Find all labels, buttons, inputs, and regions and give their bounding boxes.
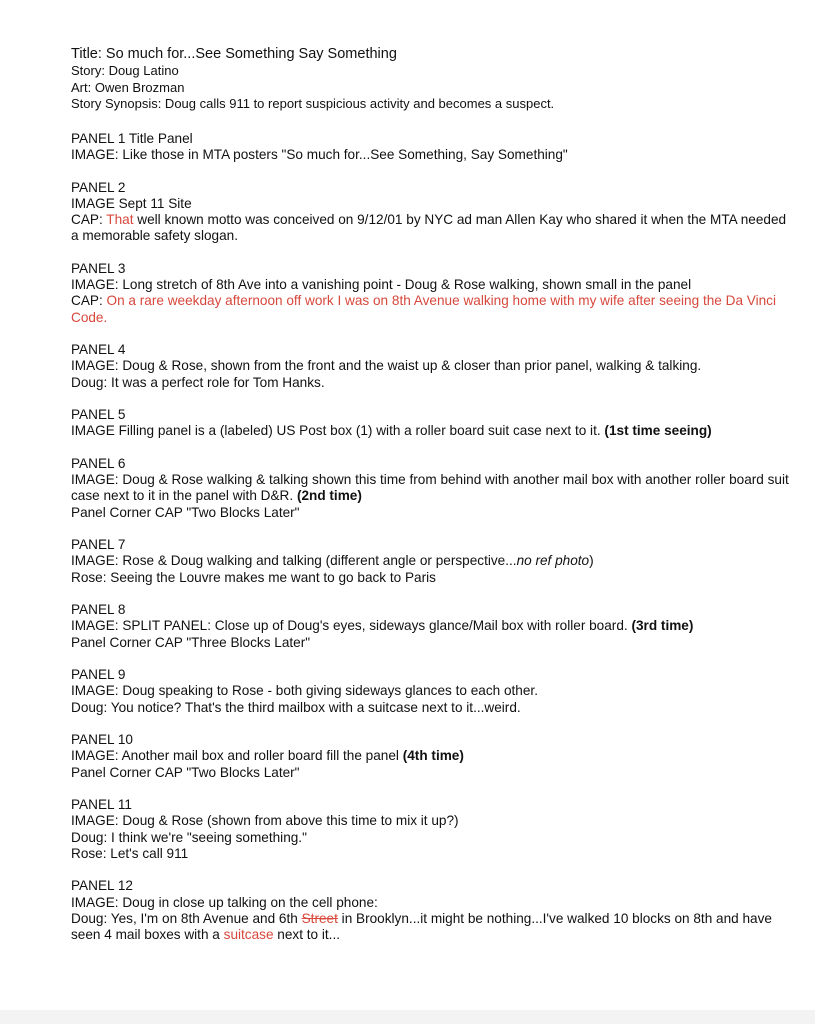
- panel-2: [71, 180, 791, 245]
- panel-dialog: Doug: It was a perfect role for Tom Hanks.: [71, 374, 325, 390]
- panel-11: [71, 797, 791, 862]
- sighting-note: (1st time seeing): [604, 423, 712, 439]
- panel-heading: PANEL 6: [71, 456, 126, 471]
- panel-dialog: Rose: Let's call 911: [71, 845, 189, 861]
- dialog-text: in Brooklyn...it might be nothing...I've walked 10 blocks on 8th and have seen 4 mail boxes with a: [71, 910, 772, 943]
- edited-caption-text: On a rare weekday afternoon off work I was on 8th Avenue walking home with my wife after seeing the Da Vinci Code.: [71, 293, 776, 325]
- corner-caption: Panel Corner CAP "Two Blocks Later": [71, 504, 300, 520]
- image-text: IMAGE Filling panel is a (labeled) US Post box (1) with a roller board suit case next to it.: [71, 423, 605, 439]
- panel-heading: PANEL 12: [71, 878, 133, 894]
- panel-image-desc: [71, 472, 791, 504]
- panel-10: [71, 732, 791, 781]
- panel-heading: PANEL 3: [71, 261, 126, 276]
- caption-label: CAP:: [71, 293, 107, 309]
- art-credit: Art: Owen Brozman: [71, 79, 185, 95]
- script-title: Title: So much for...See Something Say Something: [71, 46, 397, 62]
- panel-4: [71, 342, 791, 391]
- panel-heading: PANEL 9: [71, 667, 126, 683]
- story-synopsis: Story Synopsis: Doug calls 911 to report suspicious activity and becomes a suspect.: [71, 96, 555, 111]
- panel-8: [71, 602, 791, 651]
- corner-caption: Panel Corner CAP "Two Blocks Later": [71, 764, 300, 780]
- caption-text: well known motto was conceived on 9/12/01 by NYC ad man Allen Kay who shared it when the MTA needed a memorable safety slogan.: [71, 212, 787, 244]
- panel-image-desc: IMAGE Sept 11 Site: [71, 196, 192, 211]
- panel-dialog: Rose: Seeing the Louvre makes me want to go back to Paris: [71, 569, 436, 585]
- panel-image-desc: IMAGE: Doug in close up talking on the cell phone:: [71, 894, 378, 910]
- panel-image-desc: [71, 553, 791, 569]
- image-text-end: ): [589, 553, 594, 569]
- panel-image-desc: [71, 618, 791, 634]
- panel-dialog: Doug: You notice? That's the third mailbox with a suitcase next to it...weird.: [71, 699, 521, 715]
- story-credit: Story: Doug Latino: [71, 63, 179, 78]
- panel-heading: PANEL 7: [71, 537, 126, 553]
- panel-image-desc: IMAGE: Like those in MTA posters "So much for...See Something, Say Something": [71, 147, 568, 163]
- italic-note: no ref photo: [516, 553, 590, 569]
- sighting-note: (4th time): [402, 748, 464, 764]
- panel-heading: PANEL 10: [71, 732, 133, 748]
- page-bottom-edge: [0, 1010, 815, 1024]
- panel-list: [71, 131, 791, 960]
- edited-word: That: [106, 212, 134, 228]
- sighting-note: (2nd time): [296, 488, 362, 504]
- panel-image-desc: IMAGE: Long stretch of 8th Ave into a vanishing point - Doug & Rose walking, shown small in the panel: [71, 277, 692, 293]
- corner-caption: Panel Corner CAP "Three Blocks Later": [71, 634, 311, 650]
- panel-heading: PANEL 11: [71, 797, 132, 813]
- panel-heading: PANEL 2: [71, 179, 126, 195]
- panel-heading: PANEL 5: [71, 407, 126, 423]
- dialog-text: Doug: Yes, I'm on 8th Avenue and 6th: [71, 910, 302, 926]
- panel-image-desc: IMAGE: Doug speaking to Rose - both giving sideways glances to each other.: [71, 683, 538, 699]
- caption-label: CAP:: [71, 212, 107, 228]
- sighting-note: (3rd time): [631, 618, 694, 634]
- panel-caption: [71, 293, 791, 325]
- panel-5: [71, 407, 791, 439]
- panel-dialog: [71, 911, 791, 943]
- panel-image-desc: [71, 423, 791, 439]
- panel-image-desc: IMAGE: Doug & Rose, shown from the front and the waist up & closer than prior panel, walking & talking.: [71, 358, 702, 374]
- panel-12: [71, 878, 791, 943]
- struck-word: Street: [301, 910, 338, 926]
- edited-word: suitcase: [223, 927, 274, 943]
- panel-caption: [71, 212, 791, 244]
- panel-6: [71, 456, 791, 521]
- script-header: [71, 45, 791, 113]
- panel-heading: PANEL 1 Title Panel: [71, 131, 193, 146]
- panel-9: [71, 667, 791, 716]
- panel-heading: PANEL 8: [71, 602, 126, 618]
- panel-7: [71, 537, 791, 586]
- panel-1: [71, 131, 791, 163]
- image-text: IMAGE: Rose & Doug walking and talking (different angle or perspective...: [71, 553, 517, 569]
- panel-image-desc: [71, 748, 791, 764]
- dialog-text: next to it...: [273, 927, 341, 943]
- image-text: IMAGE: SPLIT PANEL: Close up of Doug's eyes, sideways glance/Mail box with roller board.: [71, 618, 632, 634]
- panel-dialog: Doug: I think we're "seeing something.": [71, 829, 307, 845]
- image-text: IMAGE: Another mail box and roller board fill the panel: [71, 748, 403, 764]
- panel-image-desc: IMAGE: Doug & Rose (shown from above this time to mix it up?): [71, 813, 459, 829]
- panel-heading: PANEL 4: [71, 342, 126, 358]
- image-text: IMAGE: Doug & Rose walking & talking shown this time from behind with another mail box with another roller board suit case next to it in the panel with D&R.: [71, 472, 789, 504]
- panel-3: [71, 261, 791, 326]
